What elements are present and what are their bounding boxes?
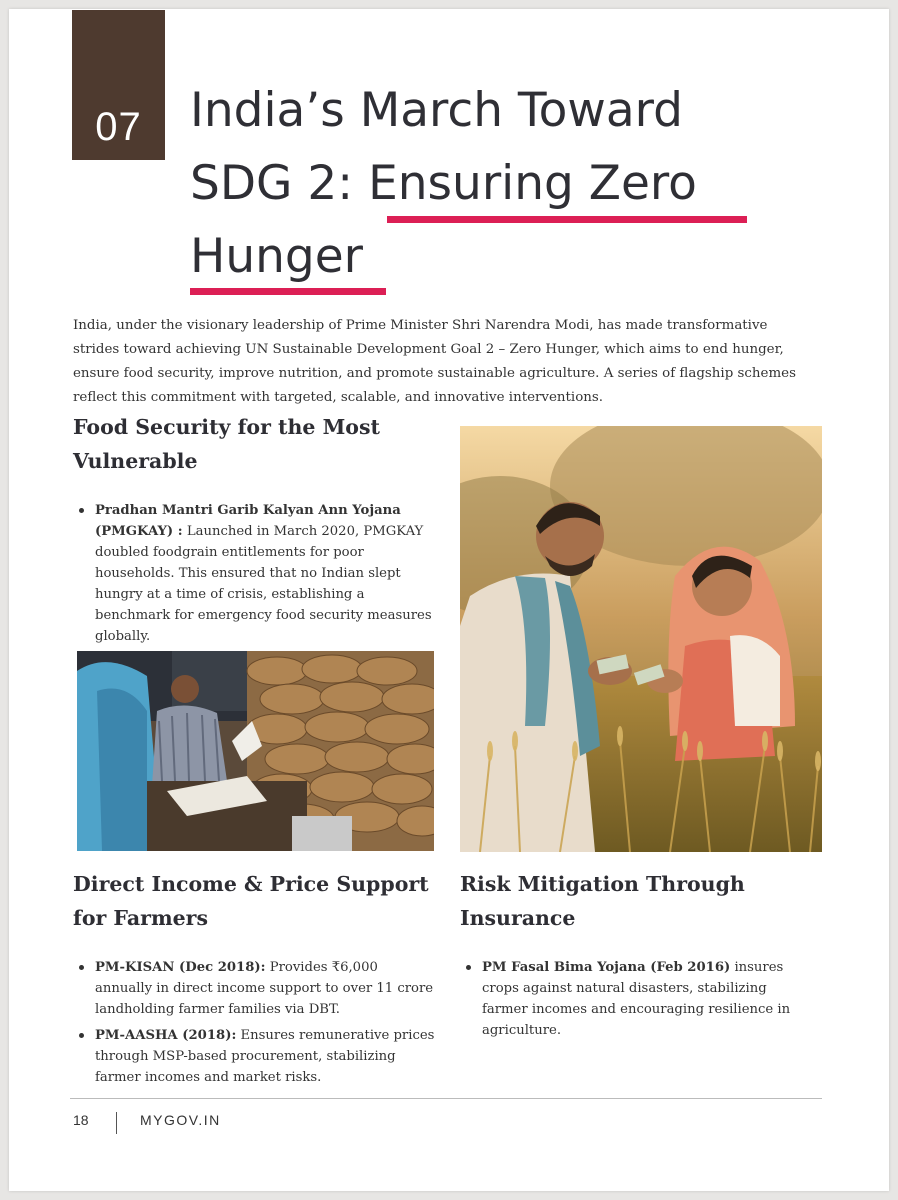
- item-bold: Pradhan Mantri Garib Kalyan Ann Yojana (PMGKAY) :: [95, 503, 401, 539]
- chapter-number-box: [72, 10, 165, 160]
- heading-line: Vulnerable: [73, 449, 198, 473]
- title-underline-2: [190, 288, 386, 295]
- section-heading-income-support: [73, 867, 429, 935]
- list-item: [75, 500, 435, 647]
- insurance-list: [462, 957, 807, 1046]
- item-text: Ensures remunerative prices through MSP-based procurement, stabilizing farmer incomes and market risks.: [95, 1028, 435, 1085]
- title-line-1: India’s March Toward: [190, 83, 683, 138]
- footer-separator: [116, 1112, 117, 1134]
- list-item: [75, 957, 437, 1020]
- bullet-dot: [79, 965, 84, 970]
- title-line-3: Hunger: [190, 229, 363, 284]
- item-text: Provides ₹6,000 annually in direct income support to over 11 crore landholding farmer families via DBT.: [95, 960, 434, 1017]
- item-bold: PM Fasal Bima Yojana (Feb 2016): [482, 960, 731, 975]
- item-bold: PM-KISAN (Dec 2018):: [95, 960, 266, 975]
- footer-divider: [70, 1098, 822, 1099]
- intro-paragraph: India, under the visionary leadership of Prime Minister Shri Narendra Modi, has made transformative strides toward achieving UN Sustainable Development Goal 2 – Zero Hunger, which aims to end hunger, ensure food security, improve nutrition, and promote sustainable agriculture. A series of flagship schemes reflect this commitment with targeted, scalable, and innovative interventions.: [73, 318, 796, 405]
- item-text: Launched in March 2020, PMGKAY doubled foodgrain entitlements for poor households. This ensured that no Indian slept hungry at a time of crisis, establishing a benchmark for emergency food security measures globally.: [95, 524, 432, 644]
- chapter-number: 07: [95, 105, 142, 149]
- bullet-dot: [466, 965, 471, 970]
- heading-line: Direct Income & Price Support: [73, 872, 429, 896]
- page-number: 18: [73, 1112, 89, 1128]
- title-underline-1: [387, 216, 747, 223]
- item-bold: PM-AASHA (2018):: [95, 1028, 237, 1043]
- item-text: insures crops against natural disasters, stabilizing farmer incomes and encouraging resilience in agriculture.: [482, 960, 791, 1038]
- section-heading-insurance: [460, 867, 745, 935]
- footer-site-link[interactable]: MYGOV.IN: [140, 1112, 221, 1128]
- food-security-list: [75, 500, 435, 652]
- bullet-dot: [79, 508, 84, 513]
- list-item: [462, 957, 807, 1041]
- heading-line: Risk Mitigation Through: [460, 872, 745, 896]
- grain-distribution-photo: [77, 651, 434, 851]
- grain-distribution-illustration: [77, 651, 434, 851]
- page-title: [190, 74, 830, 293]
- bullet-dot: [79, 1033, 84, 1038]
- farmers-in-field-photo: [460, 426, 822, 852]
- income-support-list: [75, 957, 437, 1093]
- heading-line: for Farmers: [73, 906, 209, 930]
- list-item: [75, 1025, 437, 1088]
- heading-line: Insurance: [460, 906, 576, 930]
- title-line-2: SDG 2: Ensuring Zero: [190, 156, 697, 211]
- heading-line: Food Security for the Most: [73, 415, 380, 439]
- section-heading-food-security: [73, 410, 380, 478]
- farmers-illustration: [460, 426, 822, 852]
